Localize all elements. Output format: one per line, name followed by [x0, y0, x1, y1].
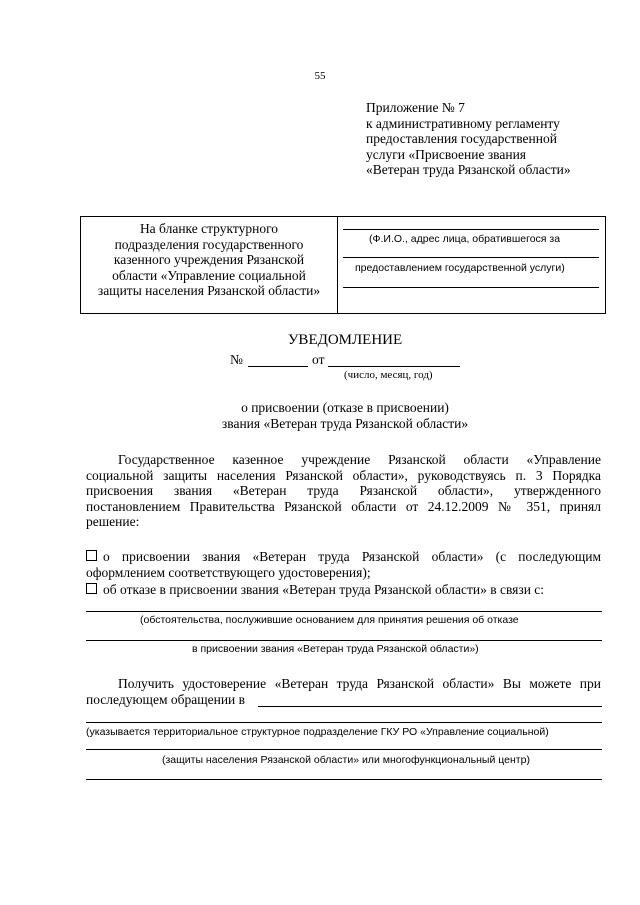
page-number: 55	[314, 70, 326, 82]
refusal-fill-line[interactable]	[86, 611, 602, 612]
appendix-line: услуги «Присвоение звания	[366, 146, 527, 162]
recipient-caption: (Ф.И.О., адрес лица, обратившегося за	[369, 233, 561, 245]
recipient-fill-line[interactable]	[343, 257, 599, 258]
paragraph-line: постановлением Правительства Рязанской области от 24.12.2009 № 351, принял	[86, 498, 601, 514]
recipient-fill-line[interactable]	[343, 287, 599, 288]
office-caption: (указывается территориальное структурное подразделение ГКУ РО «Управление социальной)	[86, 726, 549, 738]
refusal-caption: в присвоении звания «Ветеран труда Рязанской области»)	[192, 643, 479, 655]
office-fill-line[interactable]	[86, 722, 602, 723]
date-label: от	[312, 352, 325, 367]
appendix-line: к административному регламенту	[366, 115, 560, 131]
letterhead-line: На бланке структурного	[139, 221, 279, 236]
refuse-checkbox[interactable]	[86, 583, 97, 594]
assign-checkbox[interactable]	[86, 550, 97, 561]
date-caption: (число, месяц, год)	[344, 369, 433, 381]
letterhead-line: области «Управление социальной	[112, 267, 306, 283]
option-assign-line	[86, 549, 601, 565]
office-caption: (защиты населения Рязанской области» или многофункциональный центр)	[162, 754, 530, 766]
notice-subject: звания «Ветеран труда Рязанской области»	[221, 416, 469, 431]
header-table	[80, 216, 606, 314]
office-fill-line[interactable]	[86, 749, 602, 750]
letterhead-placeholder	[81, 221, 337, 299]
date-fill-line[interactable]	[328, 366, 460, 367]
refusal-fill-line[interactable]	[86, 640, 602, 641]
header-divider	[337, 217, 338, 313]
intro-paragraph	[86, 452, 601, 530]
paragraph-line: социальной защиты населения Рязанской области», руководствуясь п. 3 Порядка	[86, 467, 601, 483]
notice-subject: о присвоении (отказе в присвоении)	[241, 400, 449, 415]
refusal-caption: (обстоятельства, послужившие основанием для принятия решения об отказе	[140, 614, 519, 626]
letterhead-line: защиты населения Рязанской области»	[97, 283, 321, 298]
appendix-line: предоставления государственной	[366, 131, 557, 146]
option-refuse	[86, 582, 544, 598]
number-fill-line[interactable]	[248, 366, 308, 367]
paragraph-line: Государственное казенное учреждение Рязанской области «Управление	[118, 452, 601, 467]
appendix-heading	[366, 100, 571, 178]
appendix-line: Приложение № 7	[366, 100, 465, 115]
paragraph-line: присвоения звания «Ветеран труда Рязанской области», утвержденного	[86, 483, 601, 498]
recipient-caption: предоставлением государственной услуги)	[355, 262, 565, 274]
option-assign	[86, 549, 601, 580]
number-label: №	[230, 352, 243, 367]
office-fill-line[interactable]	[86, 779, 602, 780]
option-assign-text: оформлением соответствующего удостоверения);	[86, 564, 371, 580]
appendix-line: «Ветеран труда Рязанской области»	[366, 162, 571, 177]
option-refuse-text: об отказе в присвоении звания «Ветеран труда Рязанской области» в связи с:	[103, 582, 545, 597]
office-fill-line[interactable]	[258, 706, 602, 707]
notice-title: УВЕДОМЛЕНИЕ	[287, 332, 403, 348]
receive-paragraph	[86, 676, 601, 707]
decision-label: решение:	[86, 514, 140, 529]
option-assign-text: о присвоении звания «Ветеран труда Рязанской области» (с последующим	[103, 549, 601, 564]
receive-line: последующем обращении в	[86, 691, 246, 707]
receive-line: Получить удостоверение «Ветеран труда Рязанской области» Вы можете при	[118, 676, 601, 691]
recipient-fill-line[interactable]	[343, 229, 599, 230]
letterhead-line: казенного учреждения Рязанской	[113, 252, 305, 267]
letterhead-line: подразделения государственного	[114, 236, 304, 252]
